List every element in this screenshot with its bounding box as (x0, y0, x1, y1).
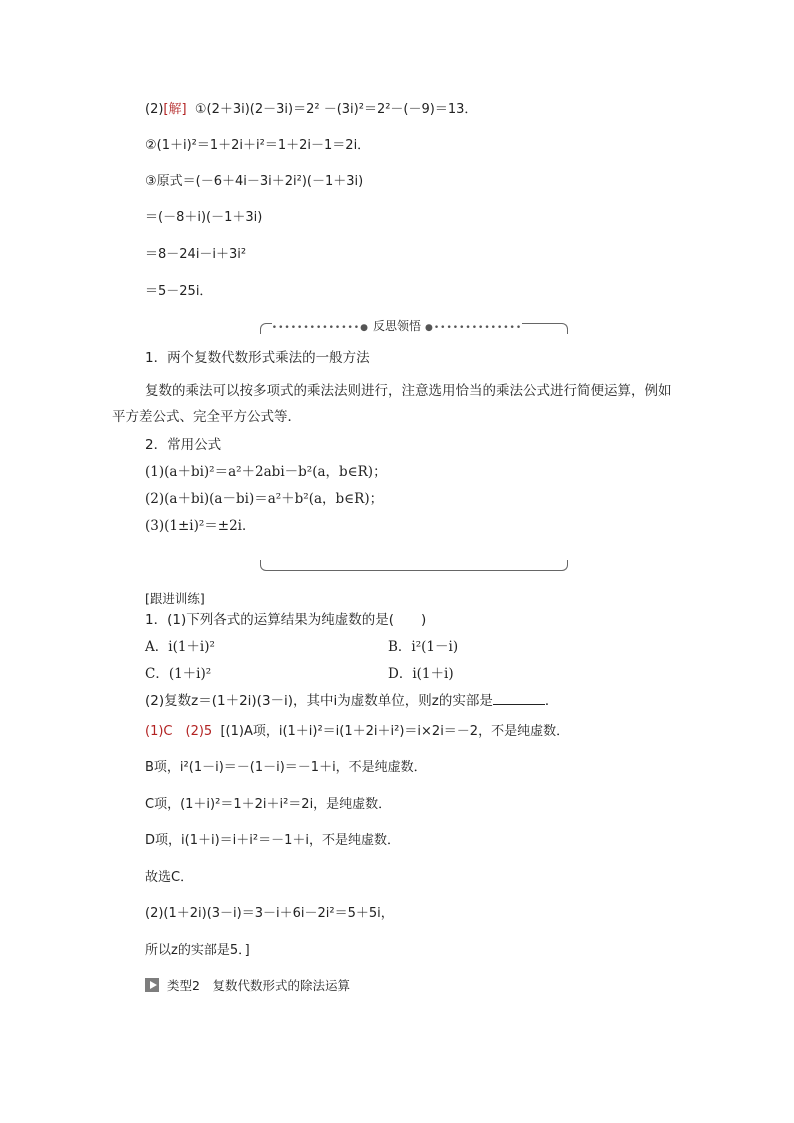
solution-line-5: ＝8－24i－i＋3i² (145, 247, 247, 262)
reflection-title: 反思领悟 (369, 319, 425, 333)
answer-text-1: [(1)A项，i(1＋i)²＝i(1＋2i＋i²)＝i×2i＝－2，不是纯虚数． (220, 724, 570, 739)
option-c: C．(1＋i)² (145, 666, 212, 682)
practice-tag: [跟进训练] (145, 591, 205, 606)
answer-line-6: (2)(1＋2i)(3－i)＝3－i＋6i－2i²＝5＋5i， (145, 906, 394, 921)
answer-line-7: 所以z的实部是5．] (145, 943, 250, 958)
solution-prefix: (2) (145, 102, 164, 117)
answer-line-4: D项，i(1＋i)＝i＋i²＝－1＋i，不是纯虚数． (145, 833, 400, 848)
solution-line-4: ＝(－8＋i)(－1＋3i) (145, 210, 263, 225)
reflection-heading-1: 1．两个复数代数形式乘法的一般方法 (145, 350, 370, 366)
answer-line-2: B项，i²(1－i)＝－(1－i)＝－1＋i，不是纯虚数． (145, 760, 427, 775)
solution-line-1 (145, 101, 477, 119)
answer-blank (493, 692, 545, 705)
answer-line-3: C项，(1＋i)²＝1＋2i＋i²＝2i，是纯虚数． (145, 797, 392, 812)
option-b: B．i²(1－i) (388, 639, 459, 655)
option-a: A．i(1＋i)² (145, 639, 215, 655)
reflection-heading-2: 2．常用公式 (145, 437, 222, 453)
formula-3: (3)(1±i)²＝±2i． (145, 518, 256, 534)
solution-text-1: ①(2＋3i)(2－3i)＝2² －(3i)²＝2²－(－9)＝13． (194, 102, 478, 117)
next-type-label: 类型2 复数代数形式的除法运算 (167, 978, 350, 993)
answer-head: (1)C (2)5 (145, 724, 213, 739)
formula-1: (1)(a＋bi)²＝a²＋2abi－b²(a，b∈R)； (145, 464, 387, 480)
question-2 (145, 692, 558, 710)
next-type-heading (145, 976, 350, 994)
reflection-frame-bottom (260, 560, 568, 571)
solution-tag: [解] (163, 102, 187, 117)
answer-line-5: 故选C． (145, 870, 194, 885)
solution-line-3: ③原式＝(－6＋4i－3i＋2i²)(－1＋3i) (145, 174, 364, 189)
dots-left: ••••••••••••••● (271, 323, 369, 333)
option-d: D．i(1＋i) (388, 666, 454, 682)
question-2-text: (2)复数z＝(1＋2i)(3－i)，其中i为虚数单位，则z的实部是 (145, 693, 493, 709)
reflection-title-row (0, 317, 794, 334)
question-1: 1．(1)下列各式的运算结果为纯虚数的是( ) (145, 612, 427, 628)
reflection-paragraph: 复数的乘法可以按多项式的乘法法则进行，注意选用恰当的乘法公式进行简便运算，例如平方差公式、完全平方公式等． (112, 383, 672, 425)
solution-line-6: ＝5－25i． (145, 284, 213, 299)
answer-line-1 (145, 723, 569, 741)
solution-line-2: ②(1＋i)²＝1＋2i＋i²＝1＋2i－1＝2i． (145, 138, 371, 153)
dots-right: ●•••••••••••••• (425, 323, 523, 333)
play-icon (145, 978, 159, 992)
formula-2: (2)(a＋bi)(a－bi)＝a²＋b²(a，b∈R)； (145, 491, 384, 507)
question-2-end: ． (544, 693, 559, 709)
